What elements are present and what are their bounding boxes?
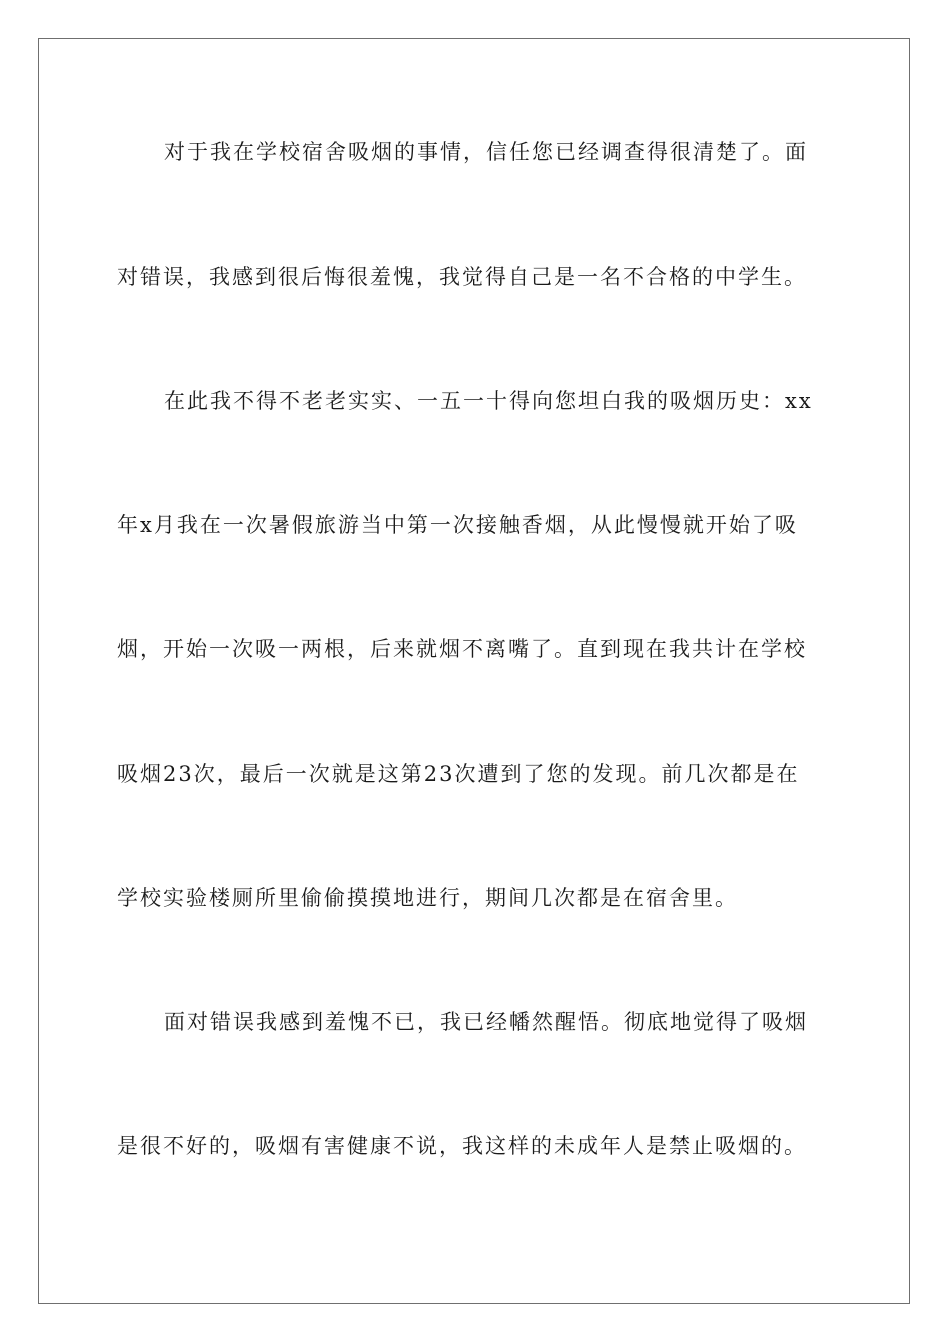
paragraph-1-line-2: 对错误，我感到很后悔很羞愧，我觉得自己是一名不合格的中学生。 <box>117 265 807 289</box>
paragraph-2-line-1: 在此我不得不老老实实、一五一十得向您坦白我的吸烟历史：xx <box>164 389 813 413</box>
paragraph-2-line-5: 学校实验楼厕所里偷偷摸摸地进行，期间几次都是在宿舍里。 <box>117 886 738 910</box>
paragraph-3-line-1: 面对错误我感到羞愧不已，我已经幡然醒悟。彻底地觉得了吸烟 <box>164 1010 808 1034</box>
paragraph-3-line-2: 是很不好的，吸烟有害健康不说，我这样的未成年人是禁止吸烟的。 <box>117 1134 807 1158</box>
paragraph-2-line-4: 吸烟23次，最后一次就是这第23次遭到了您的发现。前几次都是在 <box>117 762 800 786</box>
paragraph-2-line-2: 年x月我在一次暑假旅游当中第一次接触香烟，从此慢慢就开始了吸 <box>117 513 798 537</box>
paragraph-1-line-1: 对于我在学校宿舍吸烟的事情，信任您已经调查得很清楚了。面 <box>164 140 808 164</box>
paragraph-2-line-3: 烟，开始一次吸一两根，后来就烟不离嘴了。直到现在我共计在学校 <box>117 637 807 661</box>
page-border <box>38 38 910 1304</box>
